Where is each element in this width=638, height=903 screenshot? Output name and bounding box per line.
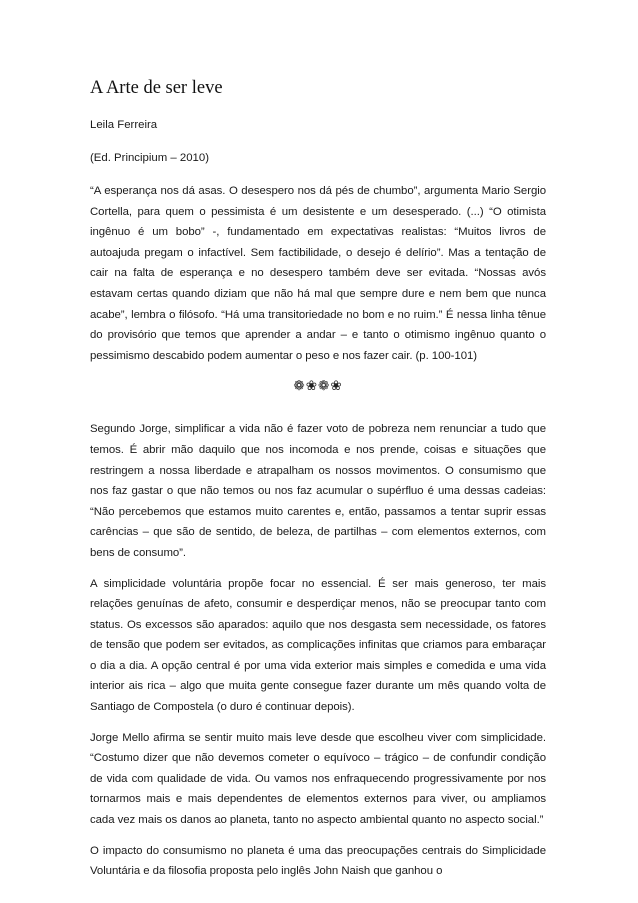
flower-outline-icon: ❀	[330, 378, 343, 394]
flower-outline-icon: ❀	[305, 378, 318, 394]
flower-icon: ❁	[293, 378, 306, 394]
flower-icon: ❁	[318, 378, 331, 394]
paragraph-2: Segundo Jorge, simplificar a vida não é fazer voto de pobreza nem renunciar a tudo que temos. É abrir mão daquilo que nos incomoda e nos prende, coisas e situações que restringem a nossa liberdade e atrapalham os nossos movimentos. O consumismo que nos faz gastar o que não temos ou nos faz acumular o supérfluo é uma dessas cadeias: “Não percebemos que estamos muito carentes e, então, passamos a tentar suprir essas carências – que são de sentido, de beleza, de partilhas – com elementos externos, com bens de consumo”.	[90, 423, 546, 559]
section-divider	[90, 376, 546, 396]
document-title: A Arte de ser leve	[90, 78, 223, 98]
edition-info: (Ed. Principium – 2010)	[90, 152, 210, 164]
paragraph-1: “A esperança nos dá asas. O desespero nos dá pés de chumbo”, argumenta Mario Sergio Cortella, para quem o pessimista é um desistente e um desesperado. (...) “O otimista ingênuo é um bobo” -, fundamentado em expectativas realistas: “Muitos livros de autoajuda pregam o infactível. Sem factibilidade, o desejo é delírio”. Mas a tentação de cair na falta de esperança e no desespero também deve ser evitada. “Nossas avós estavam certas quando diziam que não há mal que sempre dure e nem bem que nunca acabe”, lembra o filósofo. “Há uma transitoriedade no bom e no ruim.” É nessa linha tênue do provisório que temos que aprender a andar – e tanto o otimismo ingênuo quanto o pessimismo descabido podem aumentar o peso e nos fazer cair. (p. 100-101)	[90, 185, 546, 362]
author-name: Leila Ferreira	[90, 119, 158, 131]
paragraph-3: A simplicidade voluntária propõe focar no essencial. É ser mais generoso, ter mais relações genuínas de afeto, consumir e desperdiçar menos, não se preocupar tanto com status. Os excessos são aparados: aquilo que nos desgasta sem necessidade, os fatores de tensão que podem ser evitados, as complicações infinitas que criamos para embaraçar o dia a dia. A opção central é por uma vida exterior mais simples e comedida e uma vida interior ais rica – algo que muita gente consegue fazer durante um mês quando volta de Santiago de Compostela (o duro é continuar depois).	[90, 577, 546, 714]
document-page	[90, 76, 546, 892]
paragraph-4: Jorge Mello afirma se sentir muito mais leve desde que escolheu viver com simplicidade. “Costumo dizer que não devemos cometer o equívoco – trágico – de confundir condição de vida com qualidade de vida. Ou vamos nos enfraquecendo progressivamente por nos tornarmos mais e mais dependentes de elementos externos para viver, ou ampliamos cada vez mais os danos ao planeta, tanto no aspecto ambiental quanto no aspecto social.”	[90, 731, 546, 827]
paragraph-5: O impacto do consumismo no planeta é uma das preocupações centrais do Simplicidade Voluntária e da filosofia proposta pelo inglês John Naish que ganhou o	[90, 844, 546, 878]
